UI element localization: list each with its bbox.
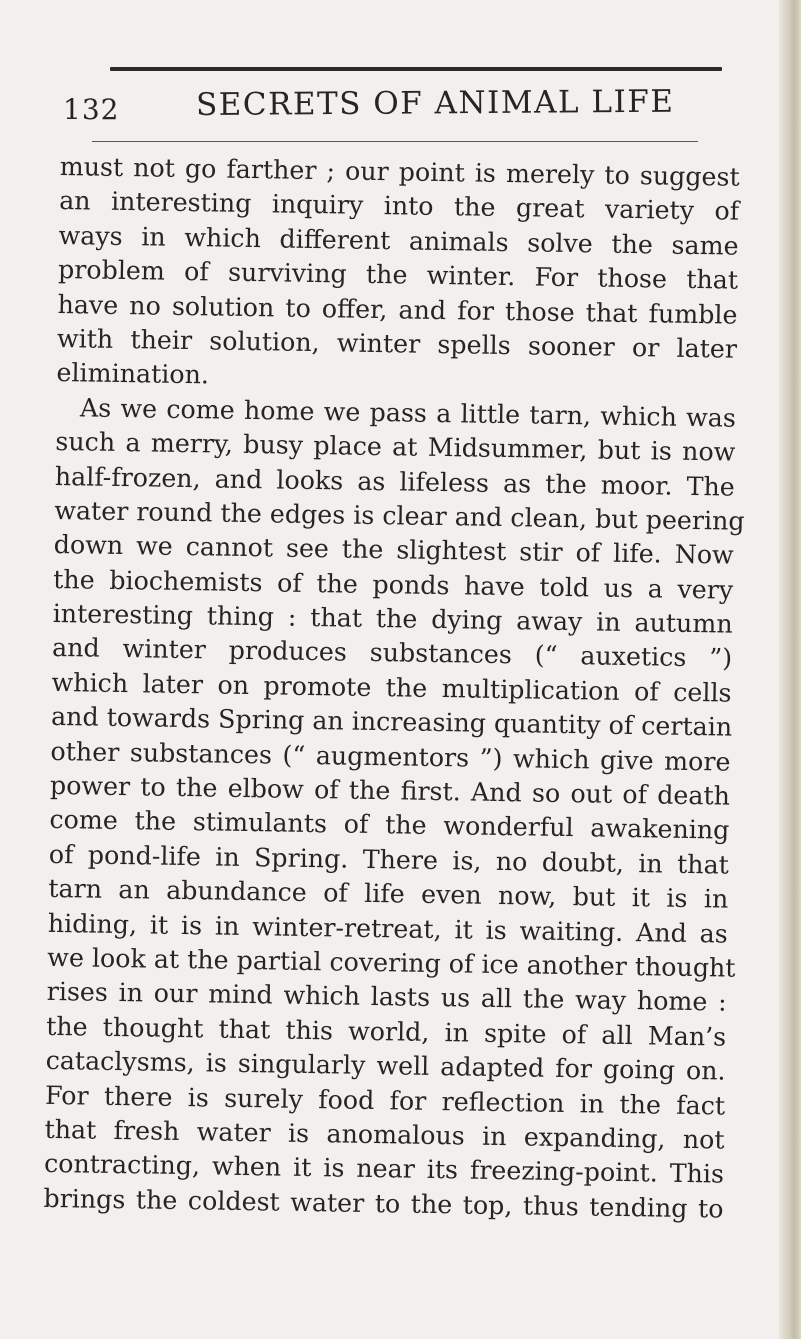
text-line: an interesting inquiry into the great variety of	[58, 186, 740, 227]
text-line: hiding, it is in winter-retreat, it is waiting. And as	[47, 908, 729, 949]
page-header	[63, 84, 743, 134]
text-line: with their solution, winter spells sooner or later	[56, 323, 738, 364]
text-line: problem of surviving the winter. For those that	[57, 255, 739, 295]
text-line: we look at the partial covering of ice another thought	[47, 942, 736, 983]
text-line: ways in which different animals solve the same	[58, 220, 739, 261]
text-line: For there is surely food for reflection in the fact	[44, 1080, 726, 1121]
text-line: must not go farther ; our point is merely to suggest	[59, 151, 740, 192]
text-line: the thought that this world, in spite of all Man’s	[46, 1011, 727, 1052]
header-bottom-rule	[92, 141, 698, 142]
paragraph-start-line: As we come home we pass a little tarn, which was	[79, 393, 737, 433]
text-line: and towards Spring an increasing quantity of certain	[50, 702, 733, 742]
text-line: power to the elbow of the first. And so out of death	[49, 770, 731, 811]
header-top-rule	[110, 67, 722, 71]
text-line: tarn an abundance of life even now, but it is in	[48, 874, 729, 914]
text-line: the biochemists of the ponds have told us a very	[53, 564, 734, 605]
paragraph-end-line: elimination.	[56, 358, 210, 390]
text-line: come the stimulants of the wonderful awakening	[49, 805, 730, 846]
text-line: water round the edges is clear and clean, but peering	[54, 495, 745, 536]
text-line: brings the coldest water to the top, thus tending to	[43, 1183, 724, 1224]
text-line: have no solution to offer, and for those that fumble	[57, 289, 738, 330]
text-line: cataclysms, is singularly well adapted for going on.	[45, 1046, 726, 1086]
text-line: interesting thing : that the dying away in autumn	[52, 599, 733, 639]
text-line: other substances (“ augmentors ”) which give more	[50, 736, 731, 777]
text-line: which later on promote the multiplication of cells	[51, 667, 732, 708]
text-line: rises in our mind which lasts us all the way home :	[46, 977, 727, 1017]
text-line: such a merry, busy place at Midsummer, but is now	[55, 427, 736, 467]
page-edge-shadow	[779, 0, 801, 1339]
page-number: 132	[63, 93, 120, 126]
text-line: contracting, when it is near its freezing-point. This	[43, 1149, 725, 1189]
body-text	[43, 150, 745, 1227]
running-head-title: SECRETS OF ANIMAL LIFE	[195, 83, 675, 123]
text-line: that fresh water is anomalous in expanding, not	[44, 1114, 725, 1155]
text-line: and winter produces substances (“ auxetics ”)	[51, 633, 733, 674]
text-line: half-frozen, and looks as lifeless as the moor. The	[54, 461, 736, 502]
text-line: of pond-life in Spring. There is, no doubt, in that	[48, 839, 730, 880]
text-line: down we cannot see the slightest stir of life. Now	[53, 530, 734, 570]
